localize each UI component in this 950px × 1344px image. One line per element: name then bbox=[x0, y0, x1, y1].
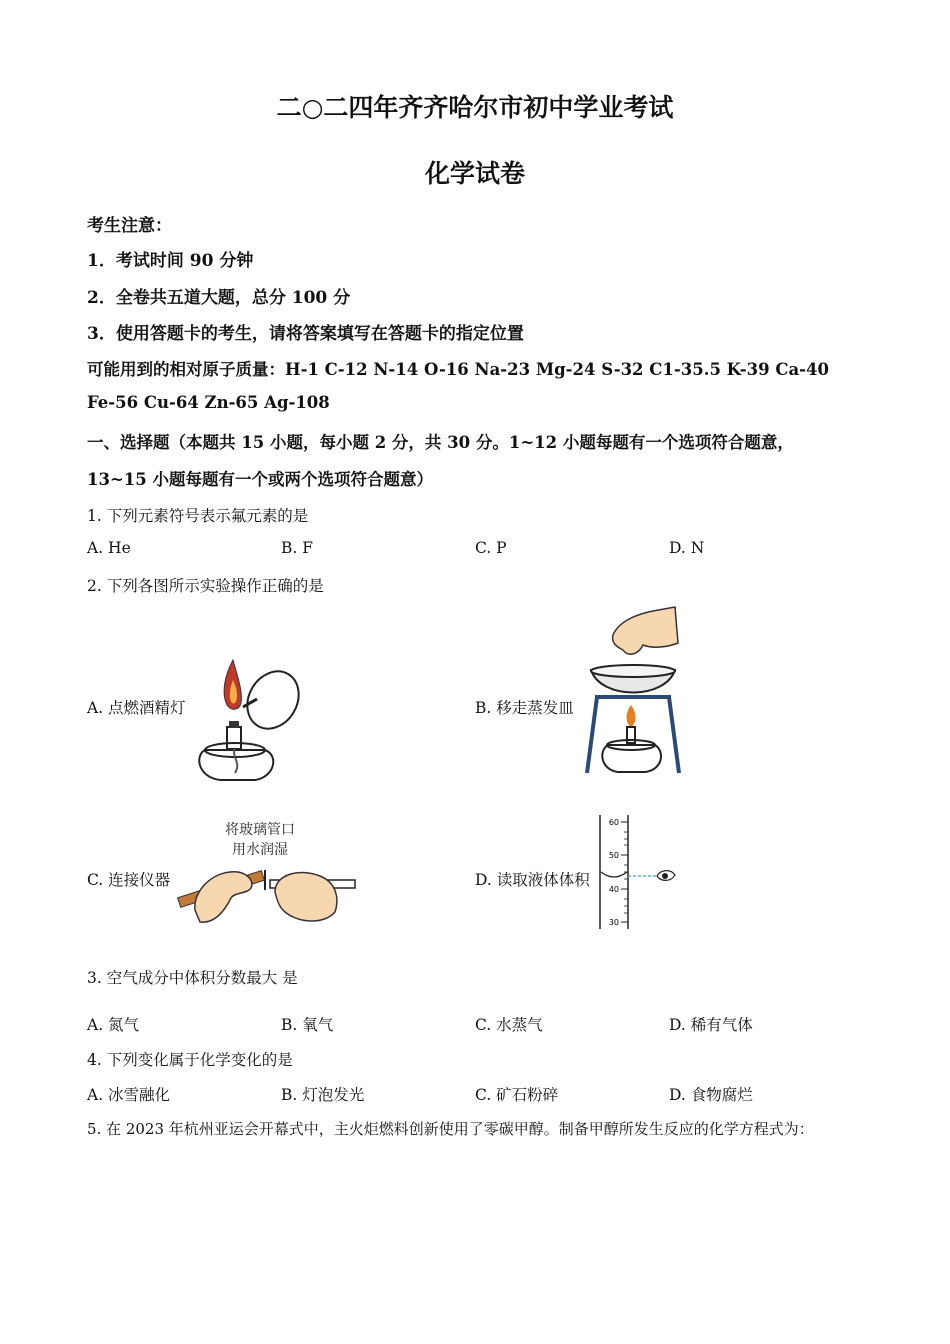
notice-heading: 考生注意： bbox=[87, 216, 172, 236]
section-heading-line-1: 一、选择题（本题共 15 小题，每小题 2 分，共 30 分。1~12 小题每题有一个选项符合题意， bbox=[87, 433, 794, 452]
atomic-mass-line-2: Fe-56 Cu-64 Zn-65 Ag-108 bbox=[87, 393, 330, 412]
graduated-cylinder-figure bbox=[595, 812, 680, 932]
q2-option-b-label: B. 移走蒸发皿 bbox=[475, 699, 574, 717]
q3-option-c: C. 水蒸气 bbox=[475, 1016, 543, 1034]
question-5-stem: 5. 在 2023 年杭州亚运会开幕式中，主火炬燃料创新使用了零碳甲醇。制备甲醇所发生反应的化学方程式为： bbox=[87, 1120, 814, 1138]
q2-c-caption-line-2: 用水润湿 bbox=[232, 842, 288, 858]
notice-item-2: 2．全卷共五道大题，总分 100 分 bbox=[87, 288, 351, 308]
section-heading-line-2: 13~15 小题每题有一个或两个选项符合题意） bbox=[87, 470, 433, 489]
q4-option-b: B. 灯泡发光 bbox=[281, 1086, 365, 1104]
q3-option-d: D. 稀有气体 bbox=[669, 1016, 753, 1034]
q3-option-a: A. 氮气 bbox=[87, 1016, 140, 1034]
q1-option-a: A. He bbox=[87, 539, 131, 557]
q2-c-caption-line-1: 将玻璃管口 bbox=[225, 822, 295, 838]
question-2-stem: 2. 下列各图所示实验操作正确的是 bbox=[87, 577, 324, 595]
exam-title: 二○二四年齐齐哈尔市初中学业考试 bbox=[276, 93, 674, 122]
q2-option-a-label: A. 点燃酒精灯 bbox=[87, 699, 186, 717]
q2-c-caption bbox=[205, 820, 315, 860]
liquid-meniscus bbox=[601, 872, 627, 877]
q4-option-c: C. 矿石粉碎 bbox=[475, 1086, 559, 1104]
atomic-mass-line-1: 可能用到的相对原子质量：H-1 C-12 N-14 O-16 Na-23 Mg-24 S-32 C1-35.5 K-39 Ca-40 bbox=[87, 360, 829, 379]
cylinder-tick-50: 50 bbox=[608, 851, 619, 860]
q4-option-d: D. 食物腐烂 bbox=[669, 1086, 753, 1104]
cylinder-tick-30: 30 bbox=[608, 918, 619, 927]
q3-option-b: B. 氧气 bbox=[281, 1016, 334, 1034]
q1-option-b: B. F bbox=[281, 539, 313, 557]
q1-option-c: C. P bbox=[475, 539, 507, 557]
exam-subtitle: 化学试卷 bbox=[424, 159, 525, 188]
evaporating-dish-figure bbox=[583, 605, 683, 780]
question-3-stem: 3. 空气成分中体积分数最大 是 bbox=[87, 969, 298, 987]
cylinder-tick-40: 40 bbox=[608, 885, 619, 894]
connecting-apparatus-figure bbox=[175, 862, 360, 927]
question-1-stem: 1. 下列元素符号表示氟元素的是 bbox=[87, 507, 309, 525]
q2-option-c-label: C. 连接仪器 bbox=[87, 871, 171, 889]
q1-option-d: D. N bbox=[669, 539, 705, 557]
cylinder-tick-60: 60 bbox=[608, 818, 619, 827]
q4-option-a: A. 冰雪融化 bbox=[87, 1086, 171, 1104]
notice-item-3: 3．使用答题卡的考生，请将答案填写在答题卡的指定位置 bbox=[87, 324, 524, 344]
q2-option-d-label: D. 读取液体体积 bbox=[475, 871, 590, 889]
question-4-stem: 4. 下列变化属于化学变化的是 bbox=[87, 1051, 293, 1069]
alcohol-lamp-lighting-figure bbox=[185, 655, 310, 785]
notice-item-1: 1．考试时间 90 分钟 bbox=[87, 251, 254, 271]
